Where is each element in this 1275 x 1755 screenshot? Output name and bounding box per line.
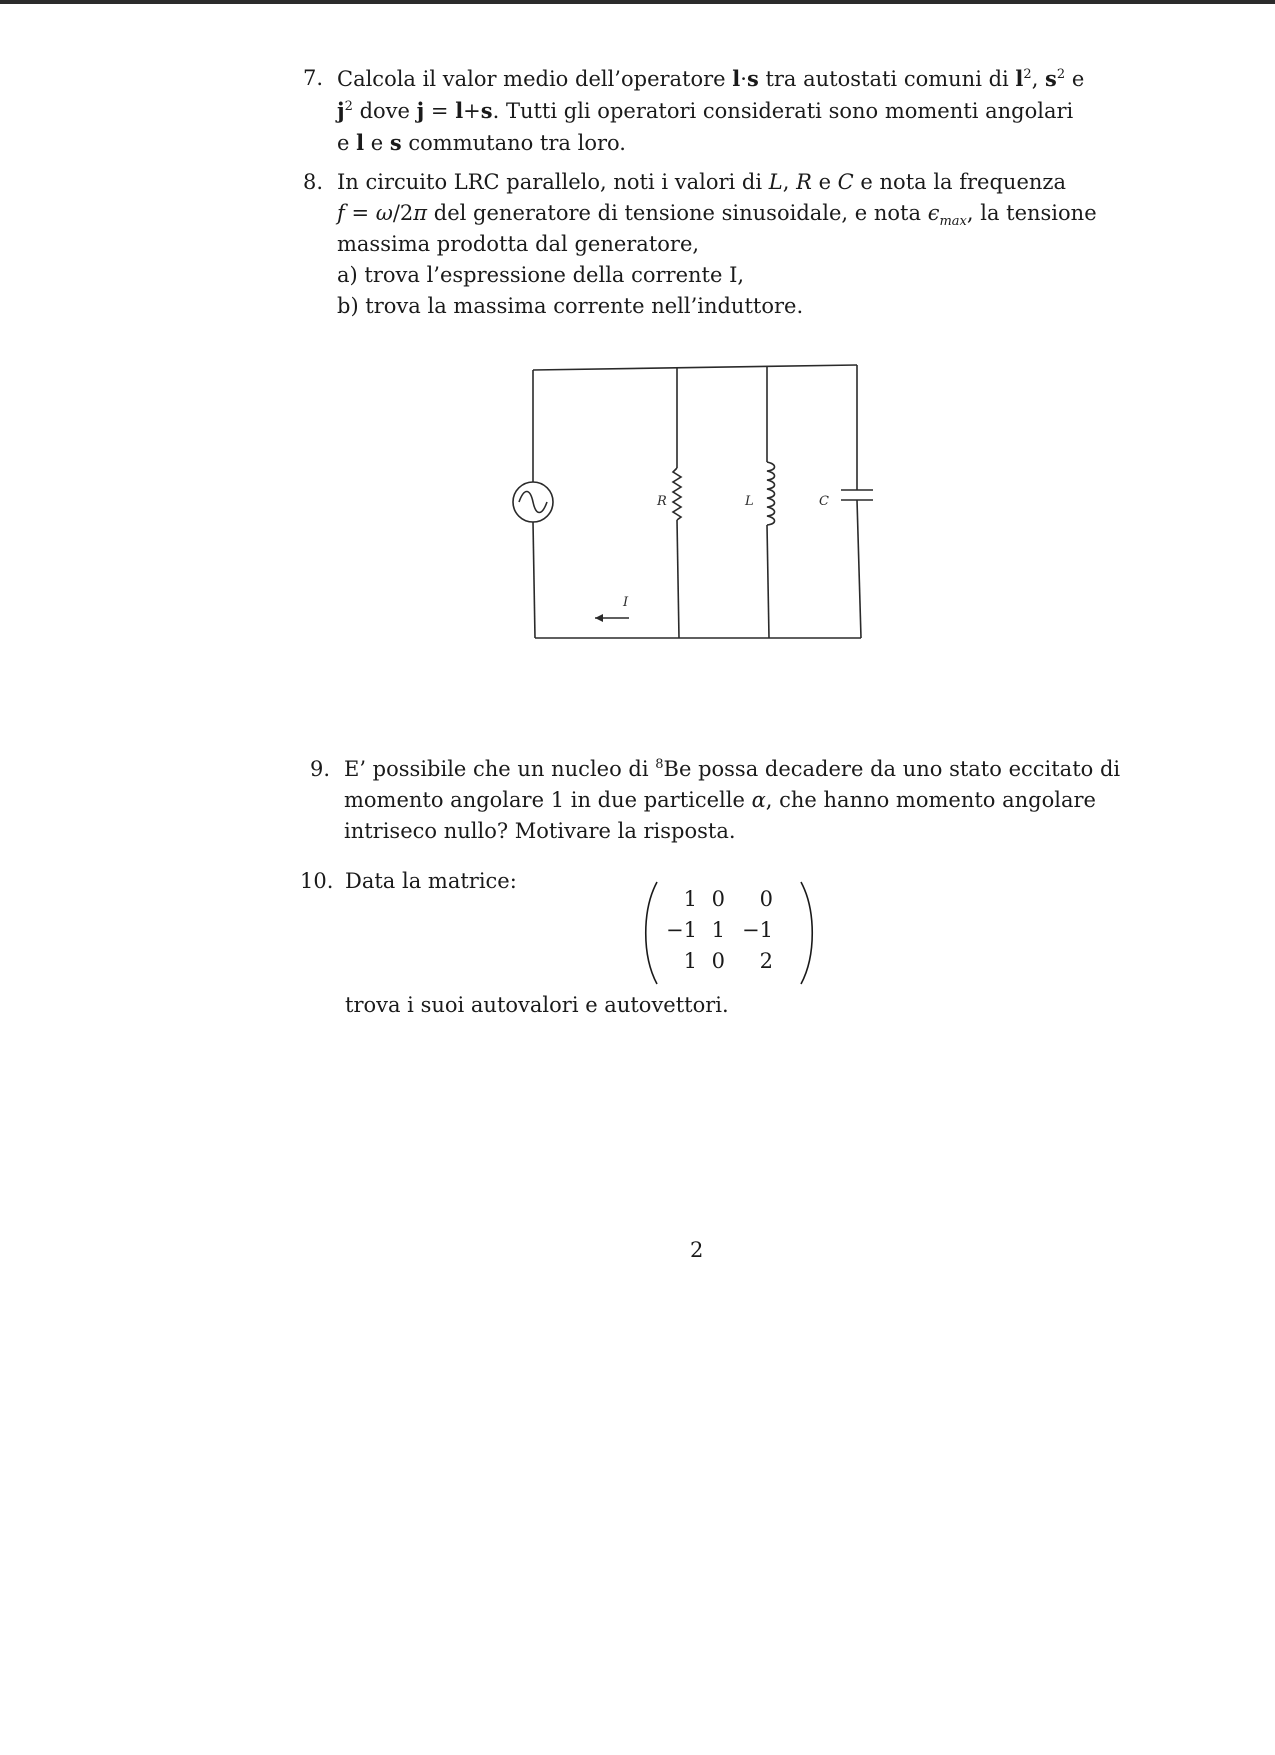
page-number: 2	[690, 1238, 704, 1262]
matrix-cell: 0	[711, 887, 725, 911]
text-line: $j^2$ dove j = l+s. Tutti gli operatori considerati sono momenti angolari	[337, 98, 1074, 123]
text-line: Data la matrice:	[345, 869, 517, 893]
matrix-row	[660, 946, 779, 977]
resistor-label: R	[657, 494, 667, 509]
matrix-cell: 0	[759, 887, 773, 911]
wire-top	[533, 365, 857, 370]
wire-left-lower	[533, 522, 535, 638]
text-line: E’ possibile che un nucleo di $^8$Be possa decadere da uno stato eccitato di	[344, 757, 1121, 781]
capacitor-label: C	[819, 494, 829, 509]
text-line: intriseco nullo? Motivare la risposta.	[344, 819, 736, 843]
text-line: a) trova l’espressione della corrente I,	[337, 263, 745, 287]
problem-10-followup: trova i suoi autovalori e autovettori.	[345, 993, 729, 1017]
text-line: In circuito LRC parallelo, noti i valori di L, R e C e nota la frequenza	[337, 170, 1066, 194]
problem-text	[345, 866, 517, 897]
lrc-circuit-diagram	[505, 350, 885, 650]
scan-edge	[0, 0, 1275, 4]
text-line: f = ω/2π del generatore di tensione sinusoidale, e nota $\epsilon_{max}$, la tensione	[337, 201, 1097, 230]
matrix-cell: −1	[742, 918, 773, 942]
text-line: Calcola il valor medio dell’operatore l·s tra autostati comuni di $l^2$, $s^2$ e	[337, 66, 1085, 91]
matrix	[640, 880, 820, 986]
matrix-cell: 2	[759, 949, 773, 973]
matrix-row	[660, 884, 779, 915]
text-line: momento angolare 1 in due particelle α, che hanno momento angolare	[344, 788, 1096, 812]
problem-number: 9.	[310, 757, 331, 781]
matrix-cell: 0	[711, 949, 725, 973]
current-label: I	[623, 595, 629, 610]
matrix-cell: −1	[666, 918, 697, 942]
text-line: b) trova la massima corrente nell’induttore.	[337, 294, 804, 318]
inductor-label: L	[745, 494, 754, 509]
problem-number: 8.	[303, 170, 324, 194]
inductor-symbol	[767, 462, 775, 525]
problem-text	[337, 63, 1084, 159]
problem-text	[337, 167, 1097, 322]
resistor-symbol	[673, 468, 681, 520]
left-parenthesis	[640, 880, 660, 986]
matrix-table	[660, 884, 779, 977]
wire-l-lower	[767, 525, 769, 638]
problem-text	[344, 754, 1120, 847]
matrix-row	[660, 915, 779, 946]
right-parenthesis	[798, 880, 818, 986]
problem-number: 7.	[303, 66, 324, 90]
text-line: massima prodotta dal generatore,	[337, 232, 700, 256]
current-arrow-head	[595, 614, 603, 622]
matrix-cell: 1	[683, 949, 697, 973]
sine-wave-icon	[519, 492, 547, 513]
wire-r-lower	[677, 520, 679, 638]
problem-number: 10.	[300, 869, 334, 893]
text-line: e l e s commutano tra loro.	[337, 130, 626, 155]
wire-right-lower	[857, 500, 861, 638]
matrix-cell: 1	[711, 918, 725, 942]
matrix-cell: 1	[683, 887, 697, 911]
